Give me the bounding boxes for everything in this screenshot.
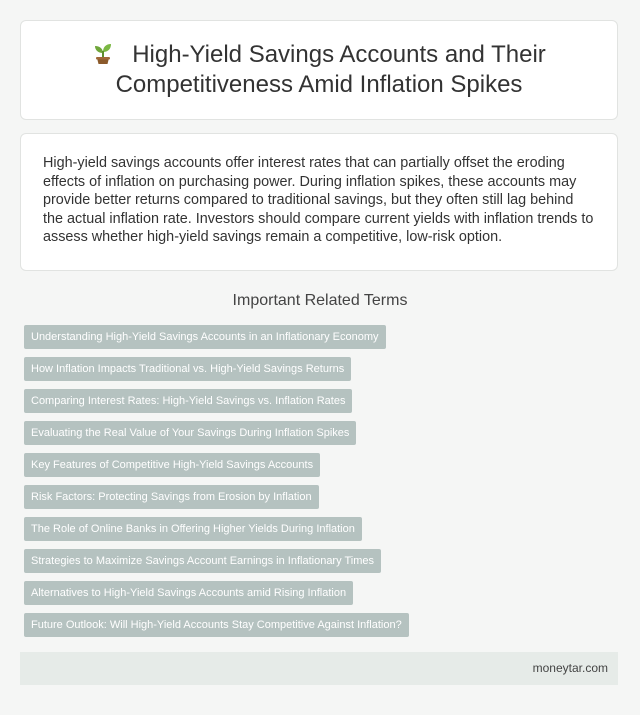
related-term-tag[interactable]: Alternatives to High-Yield Savings Accounts amid Rising Inflation [24, 581, 353, 605]
page-title-text: High-Yield Savings Accounts and Their Competitiveness Amid Inflation Spikes [115, 41, 546, 98]
related-term-tag[interactable]: How Inflation Impacts Traditional vs. High-Yield Savings Returns [24, 357, 351, 381]
related-terms-list [24, 325, 409, 645]
footer-site-link[interactable]: moneytar.com [532, 661, 608, 675]
related-term-item [24, 357, 409, 381]
sprout-icon [92, 41, 114, 65]
related-term-item [24, 485, 409, 509]
related-term-item [24, 389, 409, 413]
related-term-item [24, 549, 409, 573]
related-term-item [24, 421, 409, 445]
related-term-item [24, 517, 409, 541]
related-term-tag[interactable]: Future Outlook: Will High-Yield Accounts Stay Competitive Against Inflation? [24, 613, 409, 637]
related-term-tag[interactable]: Understanding High-Yield Savings Accounts in an Inflationary Economy [24, 325, 386, 349]
page-title [59, 40, 579, 100]
related-term-item [24, 453, 409, 477]
related-term-tag[interactable]: Risk Factors: Protecting Savings from Erosion by Inflation [24, 485, 319, 509]
related-term-item [24, 613, 409, 637]
related-term-tag[interactable]: Evaluating the Real Value of Your Savings During Inflation Spikes [24, 421, 356, 445]
title-card [20, 20, 618, 120]
footer [20, 652, 618, 685]
related-term-item [24, 581, 409, 605]
related-terms-heading: Important Related Terms [232, 292, 408, 309]
related-term-tag[interactable]: Comparing Interest Rates: High-Yield Savings vs. Inflation Rates [24, 389, 352, 413]
related-term-item [24, 325, 409, 349]
related-term-tag[interactable]: Strategies to Maximize Savings Account Earnings in Inflationary Times [24, 549, 381, 573]
related-term-tag[interactable]: The Role of Online Banks in Offering Higher Yields During Inflation [24, 517, 362, 541]
related-term-tag[interactable]: Key Features of Competitive High-Yield Savings Accounts [24, 453, 320, 477]
intro-card [20, 133, 618, 271]
intro-paragraph: High-yield savings accounts offer interest rates that can partially offset the eroding effects of inflation on purchasing power. During inflation spikes, these accounts may provide better returns compared to traditional savings, but they often still lag behind the actual inflation rate. Investors should compare current yields with inflation trends to assess whether high-yield savings remain a competitive, low-risk option. [43, 155, 594, 246]
